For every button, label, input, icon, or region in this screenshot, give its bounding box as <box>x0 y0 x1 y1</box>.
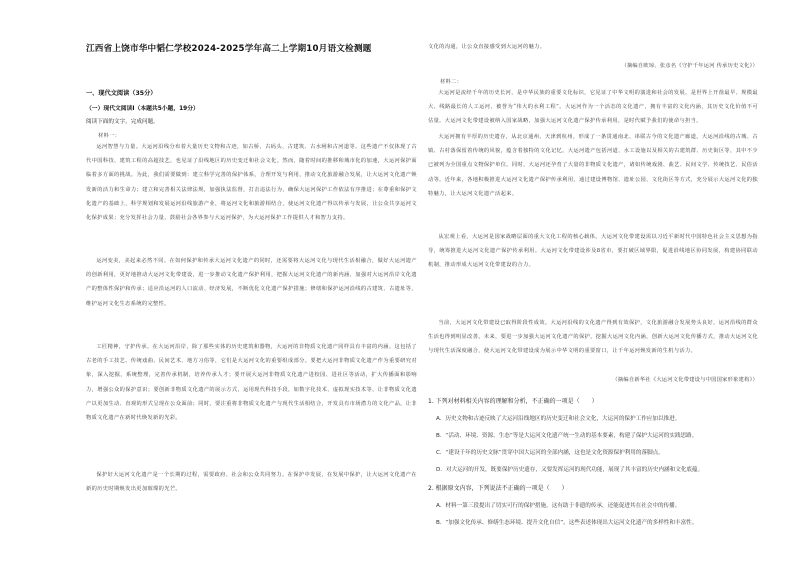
paragraph: 当前，大运河文化带建设已取得阶段性成效。大运河沿线的文化遗产得到有效保护，文化旅游融合发展势头良好，运河沿线的群众生活也得到明显改善。未来，要进一步加强大运河文化遗产的保护，挖掘大运河文化内涵，创新大运河文化传播方式，推动大运河文化与现代生活深度融合，使大运河文化带建设成为展示中华文明的重要窗口，让千年运河焕发新的生机与活力。 <box>428 320 758 355</box>
q2-option-a: A．材料一第三段提出了切实可行的保护措施，这有助于非遗的传承，还能促进其在社会中的传播。 <box>436 503 681 509</box>
q1-option-d: D．对大运河的开发，既要保护历史遗存，又要发挥运河的现代功能，展现了其丰富的历史内涵和文化底蕴。 <box>436 467 704 473</box>
source-citation: （摘编自欧琼、张彦名《守护千年运河 传承历史文化》） <box>621 63 758 69</box>
material-two-label: 材料二： <box>440 79 463 85</box>
reading-instruction: 阅读下面的文字，完成问题。 <box>86 119 159 125</box>
section-heading: 一、现代文阅读（35分） <box>86 90 157 97</box>
subsection-heading: （一）现代文阅读Ⅰ（本题共5小题，19分） <box>86 106 199 112</box>
paragraph: 工匠精神，守护传承。在大运河沿岸，除了那些实体的历史建筑和器物，大运河的非物质文化遗产同样具有丰富的内涵。这包括了古老的手工技艺、传统戏曲、民间艺术、地方习俗等，它们是大运河文化的重要组成部分。要把大运河非物质文化遗产作为重要研究对象，深入挖掘，系统整理，完善传承机制，培养传承人才；要开展大运河非物质文化遗产进校园、进社区等活动，扩大传播面和影响力，增强公众的保护意识；要创新非物质文化遗产的展示方式，运用现代科技手段，如数字化技术、虚拟现实技术等，让非物质文化遗产以更加生动、直观的形式呈现在公众面前；同时，要注重将非物质文化遗产与现代生活相结合，开发具有市场潜力的文化产品，让非物质文化遗产在新时代焕发新的光彩。 <box>86 344 417 422</box>
paragraph: 保护好大运河文化遗产是一个长期的过程，需要政府、社会和公众共同努力。在保护中发展，在发展中保护，让大运河文化遗产在新的历史时期焕发出更加璀璨的光芒。 <box>86 472 417 493</box>
q1-option-b: B．“活动、环境、资源、生态”等是大运河文化遗产统一生动的基本要素，构建了保护大运河的实践思路。 <box>436 433 698 439</box>
q1-option-a: A．历史文物和古迹反映了大运河沿线地区的历史变迁和社会文化，大运河的保护工作应加以推进。 <box>436 416 681 422</box>
question-1: 1. 下列对材料相关内容的理解和分析，不正确的一项是（ ） <box>428 398 598 405</box>
paragraph: 从宏观上看，大运河是国家战略层面的重大文化工程的核心载体。大运河文化带建设需以习近平新时代中国特色社会主义思想为指导，统筹推进大运河文化遗产保护传承利用。大运河文化带建设涉及8省市，要打破区域界限，促进沿线地区协同发展，构建协同联动机制，推动形成大运河文化带建设的合力。 <box>428 234 758 269</box>
source-citation: （摘编自新华社《大运河文化带建设与中国国家形象建构》） <box>612 377 758 383</box>
paragraph: 运河变美，美起来必然不同。在如何保护和传承大运河文化遗产的同时，还需要将大运河文化与现代生活相融合，做好大运河遗产的创新利用，更好地推动大运河文化带建设，进一步推动文化遗产保护利用，把握大运河文化遗产的新内涵，加强对大运河沿岸文化遗产的整体性保护和传承；适应沿运河的人口流动、经济发展，不断优化文化遗产保护措施；修缮和保护运河沿线的古建筑、古遗址等，维护运河文化生态系统的完整性。 <box>86 258 417 307</box>
material-one-label: 材料一： <box>98 133 121 139</box>
q2-option-b: B．“加强文化传承、修缮生态环境、提升文化自信”，这些表述体现出大运河文化遗产的多样性和丰富性。 <box>436 520 698 526</box>
paragraph: 大运河是流经千年的历史长河，是中华民族的重要文化标识，它见证了中华文明的演进和社会的发展，是世界上开凿最早、规模最大、线路最长的人工运河，被誉为“伟大的水利工程”。大运河作为一个活态的文化遗产，拥有丰富的文化内涵，其历史文化价值不可估量。大运河文化带建设被纳入国家战略，加强大运河文化遗产保护传承利用，是时代赋予我们的使命与担当。 <box>428 90 758 125</box>
q1-option-c: C．“建设千年的历史文脉”贯穿中国大运河的全部内涵，这也是文化资源保护利用的落脚点。 <box>436 450 664 456</box>
left-column <box>86 0 417 562</box>
paragraph-continued: 文化的沟通，让公众直接感受到大运河的魅力。 <box>428 44 546 50</box>
paragraph: 大运河拥有丰厚的历史遗存，从北京通州、天津到杭州，形成了一条贯通南北、串联古今的文化遗产廊道。大运河沿线的古城、古镇、古村落保留着传统的风貌，蕴含着独特的文化记忆。大运河遗产包括河道、水工设施以及相关的古建筑群、历史街区等，其中不少已被列为全国重点文物保护单位。同时，大运河还孕育了大量的非物质文化遗产，诸如传统戏剧、曲艺、民间文学、传统技艺、民俗活动等。近年来，各地积极推进大运河文化遗产保护传承利用，通过建设博物馆、遗址公园、文化街区等方式，充分展示大运河文化的独特魅力，让大运河文化遗产活起来。 <box>428 134 758 197</box>
exam-title: 江西省上饶市华中韬仁学校2024-2025学年高二上学期10月语文检测题 <box>86 44 372 54</box>
right-column <box>428 0 758 562</box>
question-2: 2. 根据原文内容，下列说法不正确的一项是（ ） <box>428 485 568 492</box>
paragraph: 运河智慧与力量。大运河沿线分布着大量历史文物和古迹，如古桥、古码头、古建筑、古水闸和古河道等。这些遗产不仅体现了古代中国科技、建筑工程的高超技艺，也见证了沿线地区的历史变迁和社会文化。然而，随着时间的推移和城市化的加速，大运河保护面临着多方面的挑战。为此，我们需要做到：建立科学完善的保护体系，合理开发与利用，推动文化旅游融合发展，让大运河文化遗产焕发新的活力和生命力；建立和完善相关法律法规，加强执法监督，打击违法行为，确保大运河保护工作依法有序推进；在尊重和保护文化遗产的基础上，科学规划和发展运河沿线旅游产业，将运河文化和旅游相结合，使运河文化遗产得以传承与发展，让公众共享运河文化保护成果；充分发挥社会力量，鼓励社会各界参与大运河保护，为大运河保护工作提供人才和智力支持。 <box>86 144 417 222</box>
